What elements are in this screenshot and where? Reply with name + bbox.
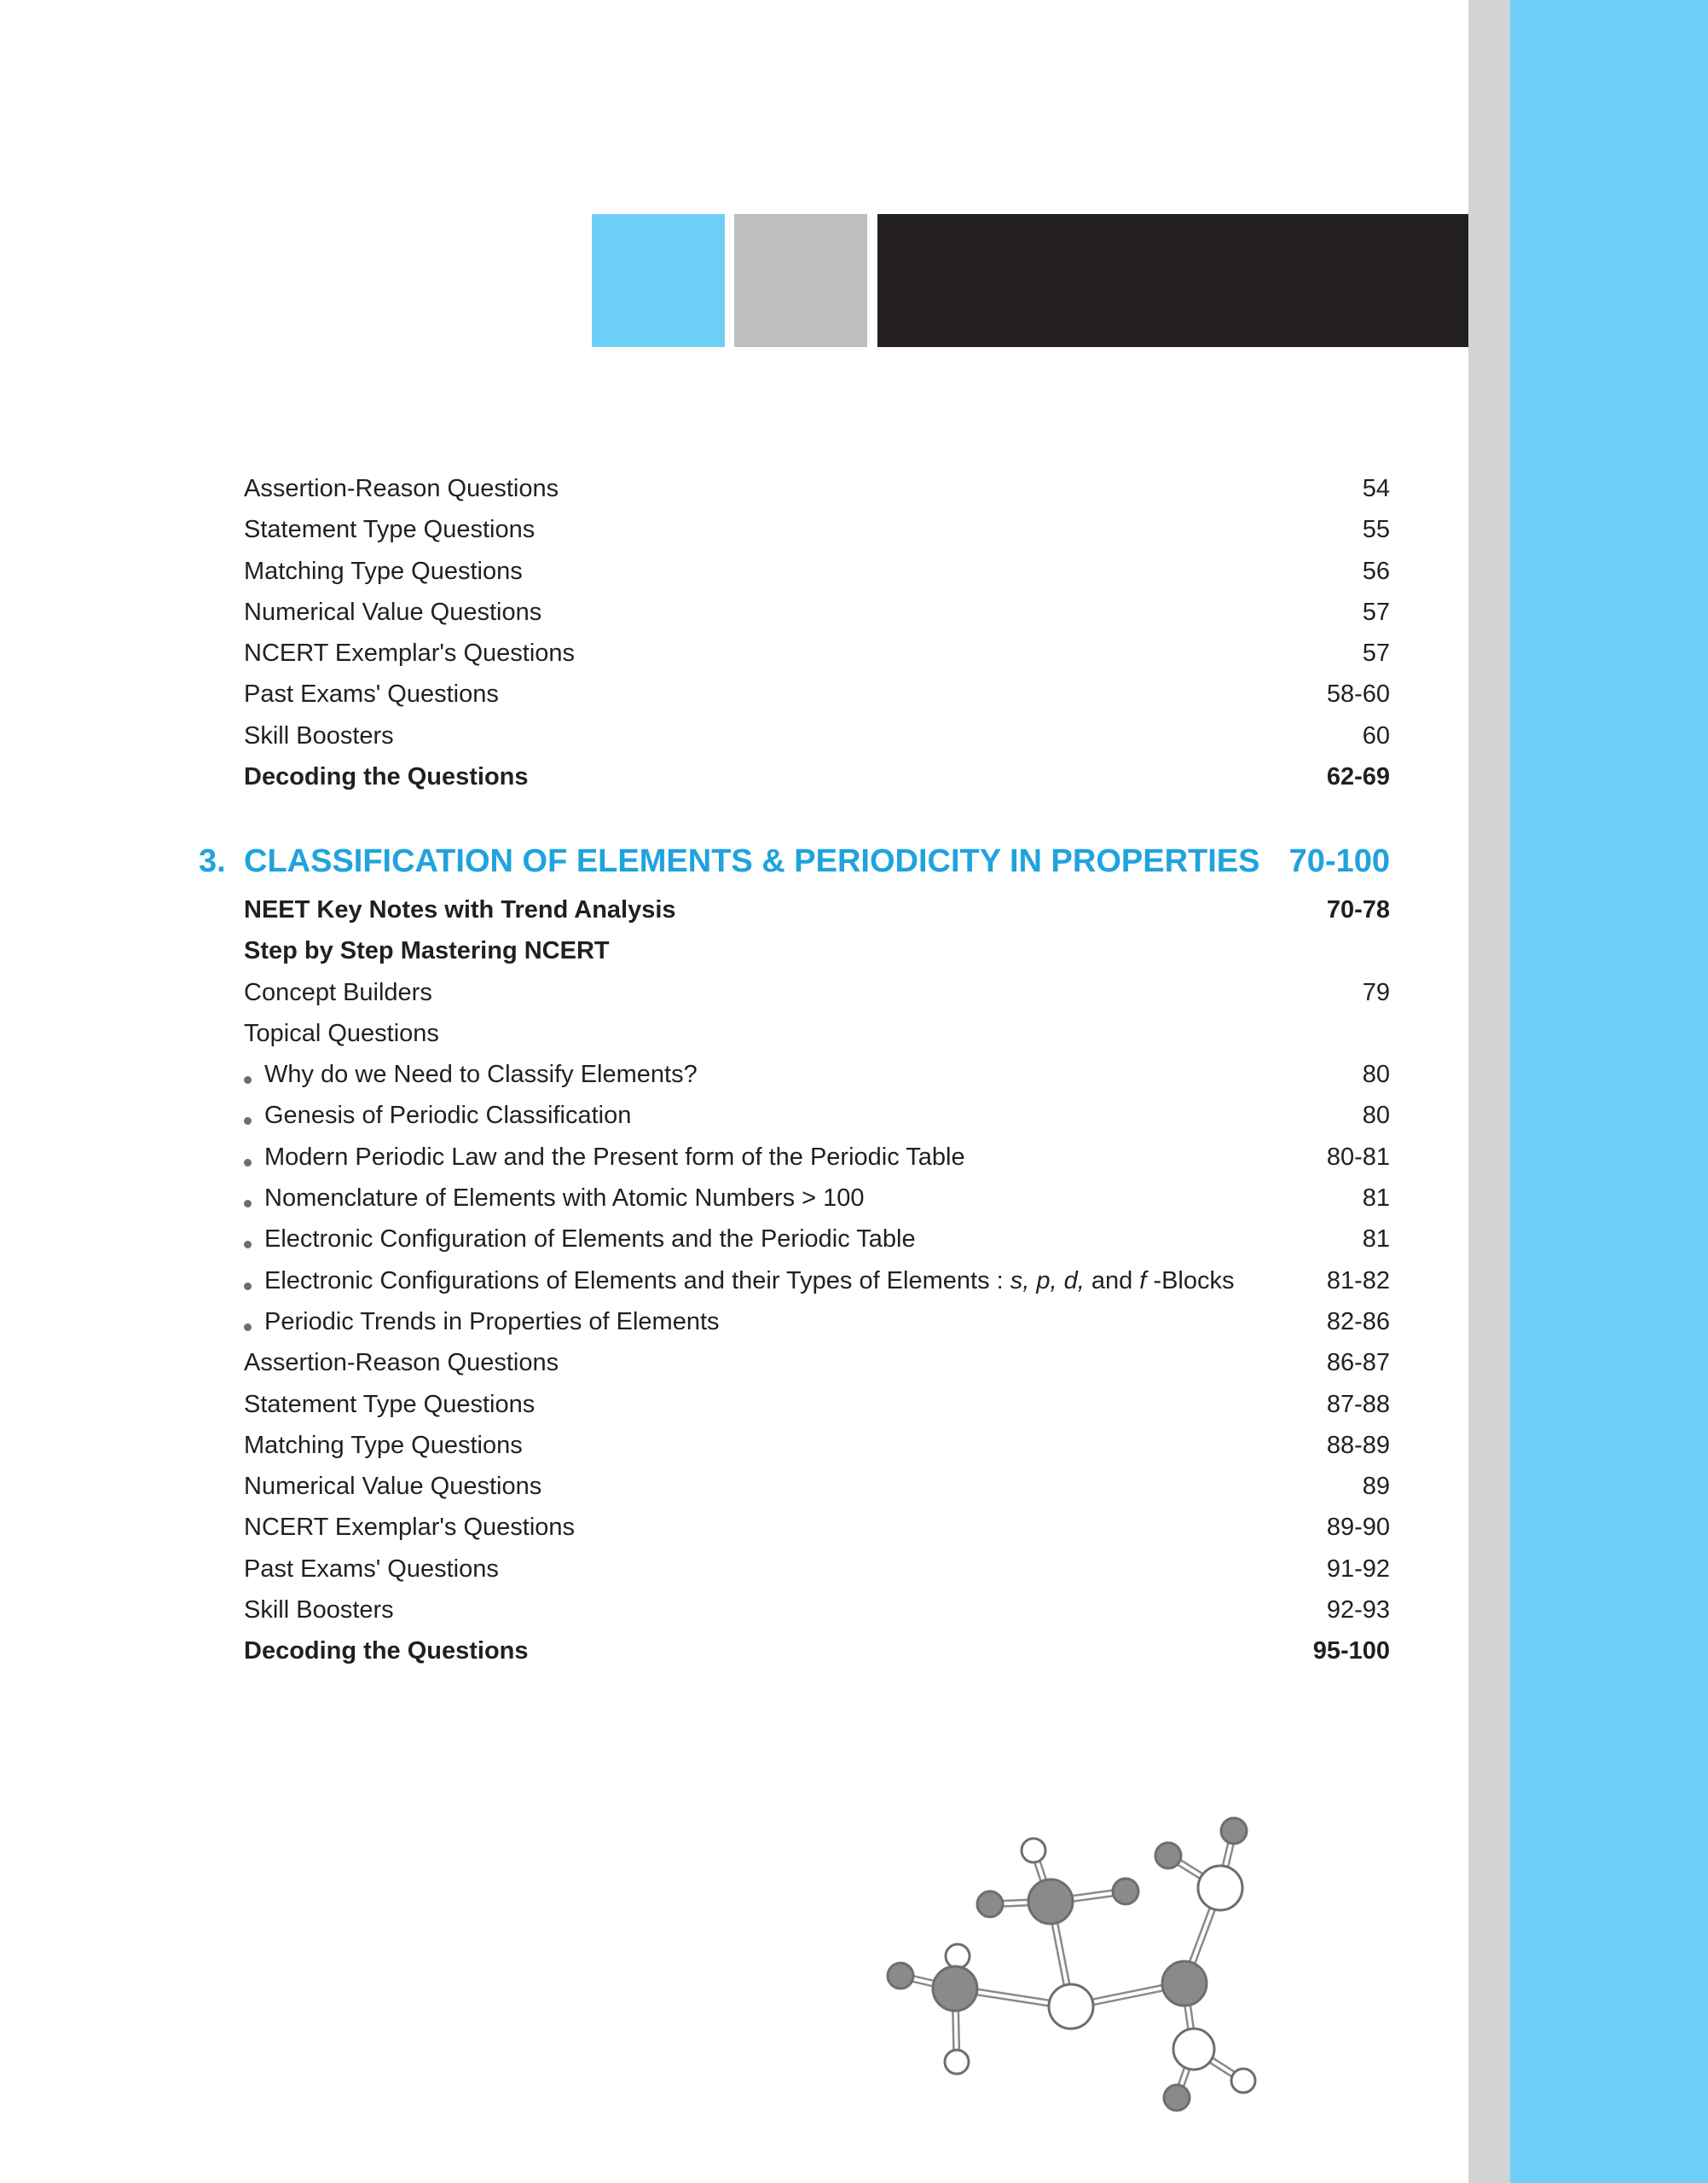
toc-topic[interactable]: Nomenclature of Elements with Atomic Numbers > 100 81	[244, 1178, 1390, 1219]
bullet-icon	[244, 1241, 252, 1248]
toc-entry[interactable]: NCERT Exemplar's Questions 89-90	[244, 1514, 1390, 1542]
toc-topic[interactable]: Electronic Configuration of Elements and the Periodic Table 81	[244, 1219, 1390, 1259]
header-blue-block	[592, 214, 725, 347]
chapter-pages: 70-100	[1288, 843, 1390, 879]
toc-topic[interactable]: Periodic Trends in Properties of Elements 82-86	[244, 1301, 1390, 1342]
toc-entry[interactable]: Assertion-Reason Questions 54	[244, 475, 1390, 502]
toc-entry-decoding[interactable]: Decoding the Questions 62-69	[244, 763, 1390, 791]
toc-chapter-3	[244, 889, 1390, 1672]
bullet-icon	[244, 1323, 252, 1331]
toc-entry[interactable]: Statement Type Questions 55	[244, 516, 1390, 544]
toc-entry[interactable]: Statement Type Questions 87-88	[244, 1390, 1390, 1418]
toc-entry-mastering[interactable]: Step by Step Mastering NCERT	[244, 937, 610, 965]
bullet-icon	[244, 1283, 252, 1290]
bullet-icon	[244, 1076, 252, 1084]
toc-entry-key-notes[interactable]: NEET Key Notes with Trend Analysis 70-78	[244, 896, 1390, 924]
toc-topic[interactable]: Why do we Need to Classify Elements? 80	[244, 1054, 1390, 1095]
toc-entry-decoding[interactable]: Decoding the Questions 95-100	[244, 1637, 1390, 1665]
toc-entry[interactable]: Past Exams' Questions 58-60	[244, 680, 1390, 709]
side-blue-bar	[1510, 0, 1708, 2183]
toc-entry-topical[interactable]: Topical Questions	[244, 1019, 439, 1047]
toc-entry[interactable]: Skill Boosters 92-93	[244, 1596, 1390, 1624]
bullet-icon	[244, 1200, 252, 1207]
side-gray-bar	[1468, 0, 1510, 2183]
toc-entry[interactable]: Numerical Value Questions 89	[244, 1473, 1390, 1501]
chapter-number: 3.	[199, 843, 226, 879]
toc-entry-concept[interactable]: Concept Builders 79	[244, 978, 1390, 1006]
molecule-illustration	[870, 1808, 1279, 2132]
bullet-icon	[244, 1117, 252, 1125]
toc-entry[interactable]: Numerical Value Questions 57	[244, 598, 1390, 626]
toc-entry[interactable]: Past Exams' Questions 91-92	[244, 1555, 1390, 1583]
header-gray-block	[734, 214, 867, 347]
toc-entry[interactable]: Skill Boosters 60	[244, 721, 1390, 750]
bullet-icon	[244, 1159, 252, 1167]
chapter-heading[interactable]	[199, 836, 1390, 887]
toc-topic[interactable]: Modern Periodic Law and the Present form of the Periodic Table 80-81	[244, 1137, 1390, 1178]
toc-top-section	[244, 468, 1390, 797]
toc-topic[interactable]: Genesis of Periodic Classification 80	[244, 1095, 1390, 1136]
toc-entry[interactable]: NCERT Exemplar's Questions 57	[244, 640, 1390, 668]
header-black-block	[877, 214, 1468, 347]
toc-entry[interactable]: Matching Type Questions 56	[244, 557, 1390, 585]
toc-entry[interactable]: Assertion-Reason Questions 86-87	[244, 1349, 1390, 1377]
toc-topic[interactable]: Electronic Configurations of Elements and their Types of Elements : s, p, d, and f -Blocks 81-82	[244, 1260, 1390, 1301]
toc-entry[interactable]: Matching Type Questions 88-89	[244, 1431, 1390, 1459]
chapter-title: CLASSIFICATION OF ELEMENTS & PERIODICITY IN PROPERTIES	[244, 843, 1260, 879]
